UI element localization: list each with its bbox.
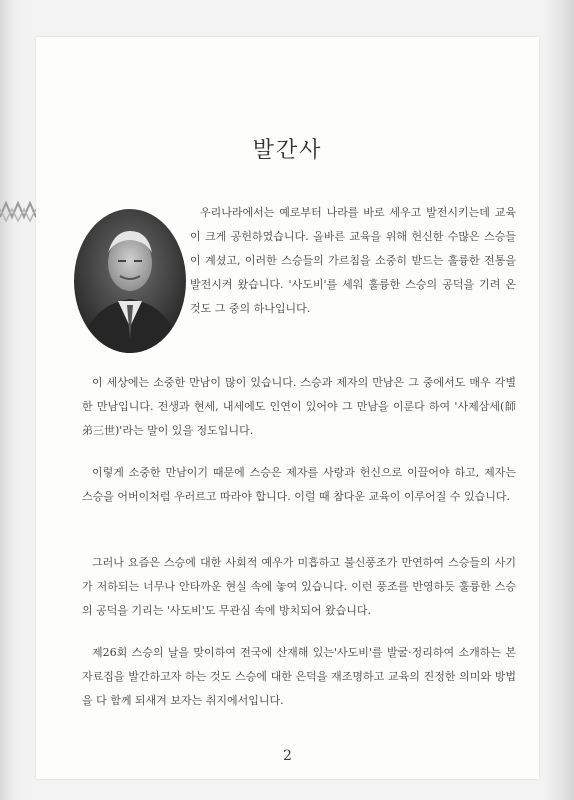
paragraph-5: 제26회 스승의 날을 맞이하여 전국에 산재해 있는'사도비'를 발굴·정리하여 소개하는 본 자료집을 발간하고자 하는 것도 스승에 대한 은덕을 재조명하고 교육의 진정한 의미와 방법을 다 함께 되새겨 보자는 취지에서입니다. xyxy=(82,646,516,707)
paragraph-1: 우리나라에서는 예로부터 나라를 바로 세우고 발전시키는데 교육이 크게 공헌하였습니다. 올바른 교육을 위해 헌신한 수많은 스승들이 계셨고, 이러한 스승들의 가르침을 소중히 받드는 훌륭한 전통을 발전시켜 왔습니다. '사도비'를 세워 훌륭한 스승의 공덕을 기려 온 것도 그 중의 하나입니다. xyxy=(190,206,516,315)
paragraph-3: 이렇게 소중한 만남이기 때문에 스승은 제자를 사랑과 헌신으로 이끌어야 하고, 제자는 스승을 어버이처럼 우러르고 따라야 합니다. 이럴 때 참다운 교육이 이루어질 수 있습니다. xyxy=(82,466,516,503)
portrait-photo xyxy=(74,209,186,353)
document-page xyxy=(36,37,539,779)
paragraph-2: 이 세상에는 소중한 만남이 많이 있습니다. 스승과 제자의 만남은 그 중에서도 매우 각별한 만남입니다. 전생과 현세, 내세에도 인연이 있어야 그 만남을 이룬다 하여 '사제삼세(師弟三世)'라는 말이 있을 정도입니다. xyxy=(82,376,516,437)
page-number: 2 xyxy=(283,748,292,764)
paragraph-4: 그러나 요즘은 스승에 대한 사회적 예우가 미흡하고 불신풍조가 만연하여 스승들의 사기가 저하되는 너무나 안타까운 현실 속에 놓여 있습니다. 이런 풍조를 반영하듯 훌륭한 스승의 공덕을 기리는 '사도비'도 무관심 속에 방치되어 왔습니다. xyxy=(82,556,516,617)
decorative-zigzag-icon xyxy=(0,195,40,225)
page-title: 발간사 xyxy=(252,138,323,163)
portrait-image xyxy=(74,209,186,353)
